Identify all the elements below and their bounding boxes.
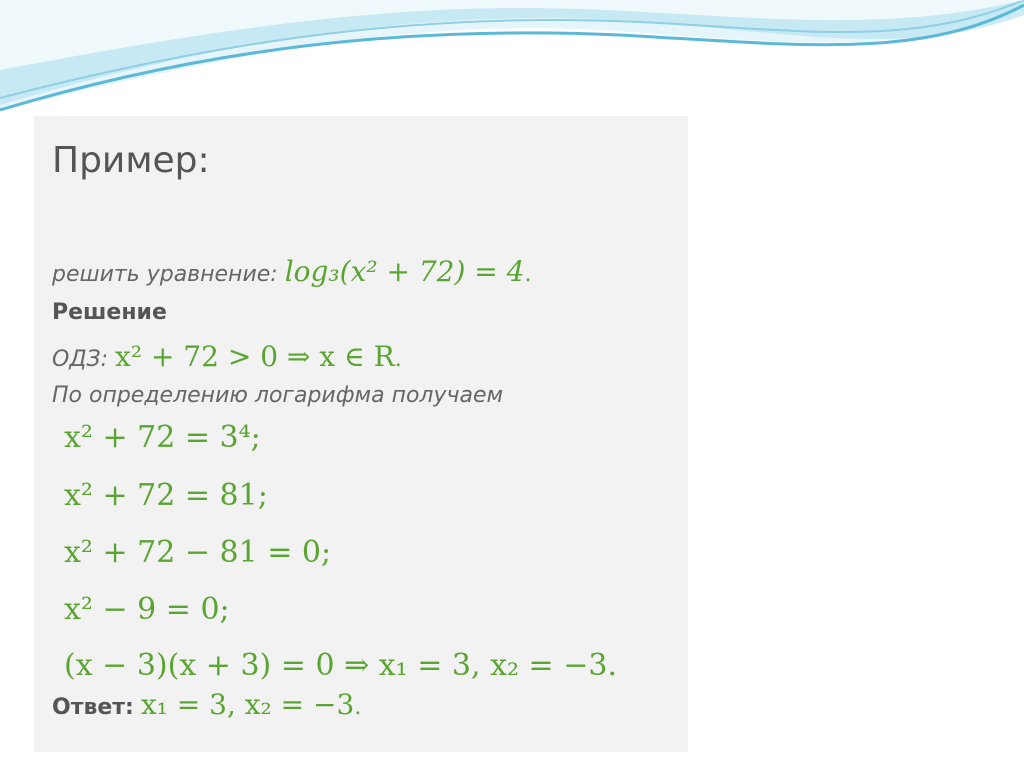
step-5: (x − 3)(x + 3) = 0 ⇒ x₁ = 3, x₂ = −3. (64, 648, 617, 683)
solution-label: Решение (52, 300, 167, 325)
header-wave-decoration (0, 0, 1024, 120)
step-2: x² + 72 = 81; (64, 478, 268, 513)
definition-text: По определению логарифма получаем (52, 383, 504, 408)
step-1: x² + 72 = 3⁴; (64, 420, 261, 455)
odz-line: ОДЗ: x² + 72 > 0 ⇒ x ∈ R. (52, 340, 402, 373)
answer-expression: x₁ = 3, x₂ = −3 (140, 688, 355, 721)
answer-line: Ответ: x₁ = 3, x₂ = −3. (52, 688, 362, 721)
task-line: решить уравнение: log₃(x² + 72) = 4. (52, 255, 532, 288)
step-4: x² − 9 = 0; (64, 592, 230, 627)
task-equation: log₃(x² + 72) = 4 (284, 255, 525, 288)
slide-title: Пример: (52, 140, 210, 181)
task-label: решить уравнение: (52, 262, 278, 287)
answer-label: Ответ: (52, 695, 134, 720)
step-3: x² + 72 − 81 = 0; (64, 535, 332, 570)
odz-label: ОДЗ: (52, 347, 109, 372)
odz-expression: x² + 72 > 0 ⇒ x ∈ R (115, 340, 395, 373)
